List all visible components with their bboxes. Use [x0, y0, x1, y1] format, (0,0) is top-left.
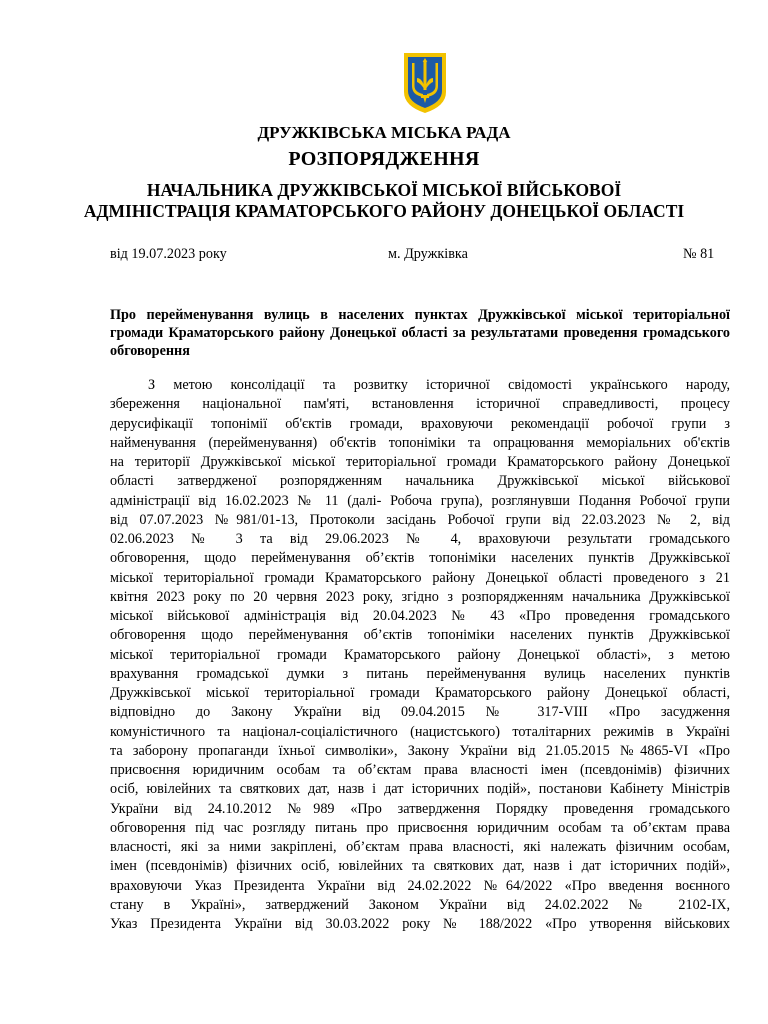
body-line: З метою консолідації та розвитку історичної свідомості українського народу, [148, 377, 730, 393]
body-line: області затвердженої розпорядженням начальника Дружківської міської військової [110, 473, 730, 490]
body-line: врахування громадської думки з питань перейменування вулиць населених пунктів [110, 665, 730, 682]
body-line: Дружківської міської територіальної громади Краматорського району Донецької області, [110, 685, 730, 701]
body-line: квітня 2023 року по 20 червня 2023 року, згідно з розпорядженням начальника Дружківської [110, 588, 730, 605]
body-line: від 07.07.2023 №981/01-13, Протоколи засідань Робочої групи від 22.03.2023 № 2, від [110, 511, 730, 528]
body-line: найменування (перейменування) об'єктів топоніміки та опрацювання меморіальних об'єктів [110, 434, 730, 451]
issuer-heading [0, 180, 768, 222]
council-name: ДРУЖКІВСЬКА МІСЬКА РАДА [257, 123, 511, 142]
body-line: міської територіальної громади Краматорського району Донецької області», з метою [110, 646, 730, 663]
document-city: м. Дружківка [388, 246, 468, 262]
body-line: власності, які за ними закріплені, об’єктам права власності, які належать фізичним особам, [110, 839, 730, 855]
issuer-line-1: НАЧАЛЬНИКА ДРУЖКІВСЬКОЇ МІСЬКОЇ ВІЙСЬКОВОЇ [146, 180, 622, 200]
document-subject: Про перейменування вулиць в населених пунктах Дружківської міської територіальної громади Краматорського району Донецької області за результатами проведення громадського обговорення [110, 307, 730, 359]
body-line: враховуючи Указ Президента України від 24.02.2022 №64/2022 «Про введення воєнного [110, 877, 730, 894]
body-line: відповідно до Закону України від 09.04.2015 № 317-VIII «Про засудження [110, 704, 730, 721]
body-line: адміністрації від 16.02.2023 № 11 (далі- Робоча група), розглянувши Подання Робочої групи [110, 492, 730, 509]
document-number: № 81 [683, 246, 715, 262]
body-line: стану в Україні», затверджений Законом України від 24.02.2022 № 2102-IX, [110, 896, 730, 913]
document-type-title: РОЗПОРЯДЖЕННЯ [288, 148, 480, 170]
body-line: обговорення під час розгляду питань про присвоєння юридичним особам та об’єктам права [110, 819, 730, 836]
body-line: збереження національної пам'яті, встановлення історичної справедливості, процесу [110, 396, 730, 413]
document-date: від 19.07.2023 року [110, 246, 227, 262]
body-line: обговорення щодо перейменування об’єктів топоніміки населених пунктів Дружківської [110, 627, 730, 644]
body-line: дерусифікації топонімії об'єктів громади, враховуючи рекомендації робочої групи з [110, 415, 730, 432]
body-line: на території Дружківської міської територіальної громади Краматорського району Донецької [110, 454, 730, 470]
body-line: міської територіальної громади Краматорського району Донецької області проведеного з 21 [110, 569, 730, 586]
body-line: України від 24.10.2012 №989 «Про затвердження Порядку проведення громадського [110, 800, 730, 817]
trident-coat-of-arms-icon [401, 50, 449, 116]
body-line: та заборону пропаганди їхньої символіки», Закону України від 21.05.2015 №4865-VI «Про [110, 742, 730, 759]
body-line: Указ Президента України від 30.03.2022 року № 188/2022 «Про утворення військових [110, 916, 730, 932]
body-line: 02.06.2023 № 3 та від 29.06.2023 № 4, враховуючи результати громадського [110, 531, 730, 547]
body-line: міської військової адміністрація від 20.04.2023 № 43 «Про проведення громадського [110, 608, 730, 624]
document-body [110, 376, 730, 934]
body-line: обговорення, щодо перейменування об’єктів топоніміки населених пунктів Дружківської [110, 550, 730, 567]
body-line: присвоєння юридичним особам та об’єктам права власності імен (псевдонімів) фізичних [110, 762, 730, 778]
body-line: осіб, ювілейних та святкових дат, назв і дат історичних подій», постанови Кабінету Міністрів [110, 781, 730, 798]
issuer-line-2: АДМІНІСТРАЦІЯ КРАМАТОРСЬКОГО РАЙОНУ ДОНЕЦЬКОЇ ОБЛАСТІ [83, 201, 685, 221]
body-line: імен (псевдонімів) фізичних осіб, ювілейних та святкових дат, назв і дат історичних подій», [110, 858, 730, 875]
body-line: комуністичного та націонал-соціалістичного (нацистського) тоталітарних режимів в Україні [110, 723, 730, 740]
